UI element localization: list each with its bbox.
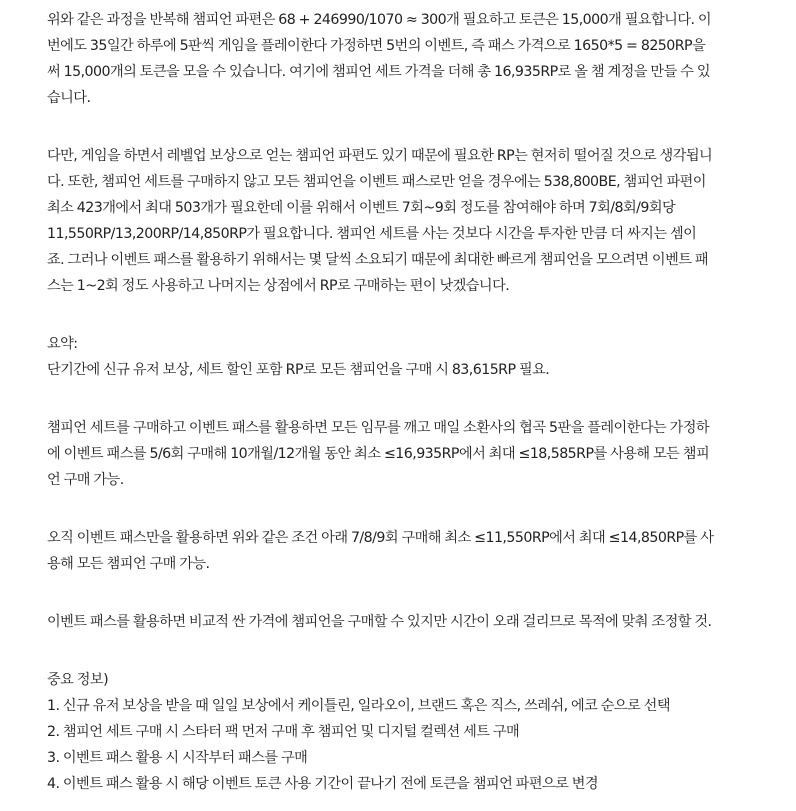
paragraph-pass-only [47,525,756,577]
paragraph-gap [47,635,756,667]
list-item: 1. 신규 유저 보상을 받을 때 일일 보상에서 케이틀린, 일라오이, 브랜드 혹은 직스, 쓰레쉬, 에코 순으로 선택 [47,698,670,714]
text-line: 챔피언 세트를 구매하고 이벤트 패스를 활용하면 모든 임무를 깨고 매일 소환사의 협곡 5판을 플레이한다는 가정하 [47,420,710,436]
paragraph-gap [47,299,756,331]
paragraph-summary [47,331,756,383]
text-line: 다만, 게임을 하면서 레벨업 보상으로 얻는 챔피언 파편도 있기 때문에 필요한 RP는 현저히 떨어질 것으로 생각됩니 [47,148,713,164]
text-line: 이벤트 패스를 활용하면 비교적 싼 가격에 챔피언을 구매할 수 있지만 시간이 오래 걸리므로 목적에 맞춰 조정할 것. [47,614,712,630]
text-line: 다. 또한, 챔피언 세트를 구매하지 않고 모든 챔피언을 이벤트 패스로만 얻을 경우에는 538,800BE, 챔피언 파편이 [47,174,706,190]
text-line: 오직 이벤트 패스만을 활용하면 위와 같은 조건 아래 7/8/9회 구매해 최소 ≤11,550RP에서 최대 ≤14,850RP를 사 [47,530,714,546]
text-line: 번에도 35일간 하루에 5판씩 게임을 플레이한다 가정하면 5번의 이벤트, 즉 패스 가격으로 1650*5 = 8250RP을 [47,38,706,54]
paragraph-process-result [47,7,756,111]
paragraph-gap [47,111,756,143]
list-item: 4. 이벤트 패스 활용 시 해당 이벤트 토큰 사용 기간이 끝나기 전에 토큰을 챔피언 파편으로 변경 [47,776,599,792]
paragraph-important-info [47,667,756,797]
text-line: 스는 1~2회 정도 사용하고 나머지는 상점에서 RP로 구매하는 편이 낫겠습니다. [47,278,510,294]
text-line: 에 이벤트 패스를 5/6회 구매해 10개월/12개월 동안 최소 ≤16,935RP에서 최대 ≤18,585RP를 사용해 모든 챔피 [47,446,710,462]
text-line: 용해 모든 챔피언 구매 가능. [47,556,210,572]
list-item: 2. 챔피언 세트 구매 시 스타터 팩 먼저 구매 후 챔피언 및 디지털 컬렉션 세트 구매 [47,724,520,740]
paragraph-gap [47,383,756,415]
text-line: 습니다. [47,90,91,106]
important-info-heading: 중요 정보) [47,672,109,688]
list-item: 3. 이벤트 패스 활용 시 시작부터 패스를 구매 [47,750,308,766]
text-line: 단기간에 신규 유저 보상, 세트 할인 포함 RP로 모든 챔피언을 구매 시 83,615RP 필요. [47,362,550,378]
text-line: 써 15,000개의 토큰을 모을 수 있습니다. 여기에 챔피언 세트 가격을 더해 총 16,935RP로 올 챔 계정을 만들 수 있 [47,64,710,80]
text-line: 언 구매 가능. [47,472,124,488]
paragraph-caveat [47,143,756,299]
summary-heading: 요약: [47,336,78,352]
paragraph-gap [47,577,756,609]
paragraph-gap [47,493,756,525]
paragraph-conclusion [47,609,756,635]
text-line: 죠. 그러나 이벤트 패스를 활용하기 위해서는 몇 달씩 소요되기 때문에 최대한 빠르게 챔피언을 모으려면 이벤트 패 [47,252,708,268]
paragraph-set-and-pass [47,415,756,493]
text-line: 최소 423개에서 최대 503개가 필요한데 이를 위해서 이벤트 7회~9회 정도를 참여해야 하며 7회/8회/9회당 [47,200,676,216]
text-line: 위와 같은 과정을 반복해 챔피언 파편은 68 + 246990/1070 ≈ 300개 필요하고 토큰은 15,000개 필요합니다. 이 [47,12,712,28]
text-line: 11,550RP/13,200RP/14,850RP가 필요합니다. 챔피언 세트를 사는 것보다 시간을 투자한 만큼 더 싸지는 셈이 [47,226,697,242]
